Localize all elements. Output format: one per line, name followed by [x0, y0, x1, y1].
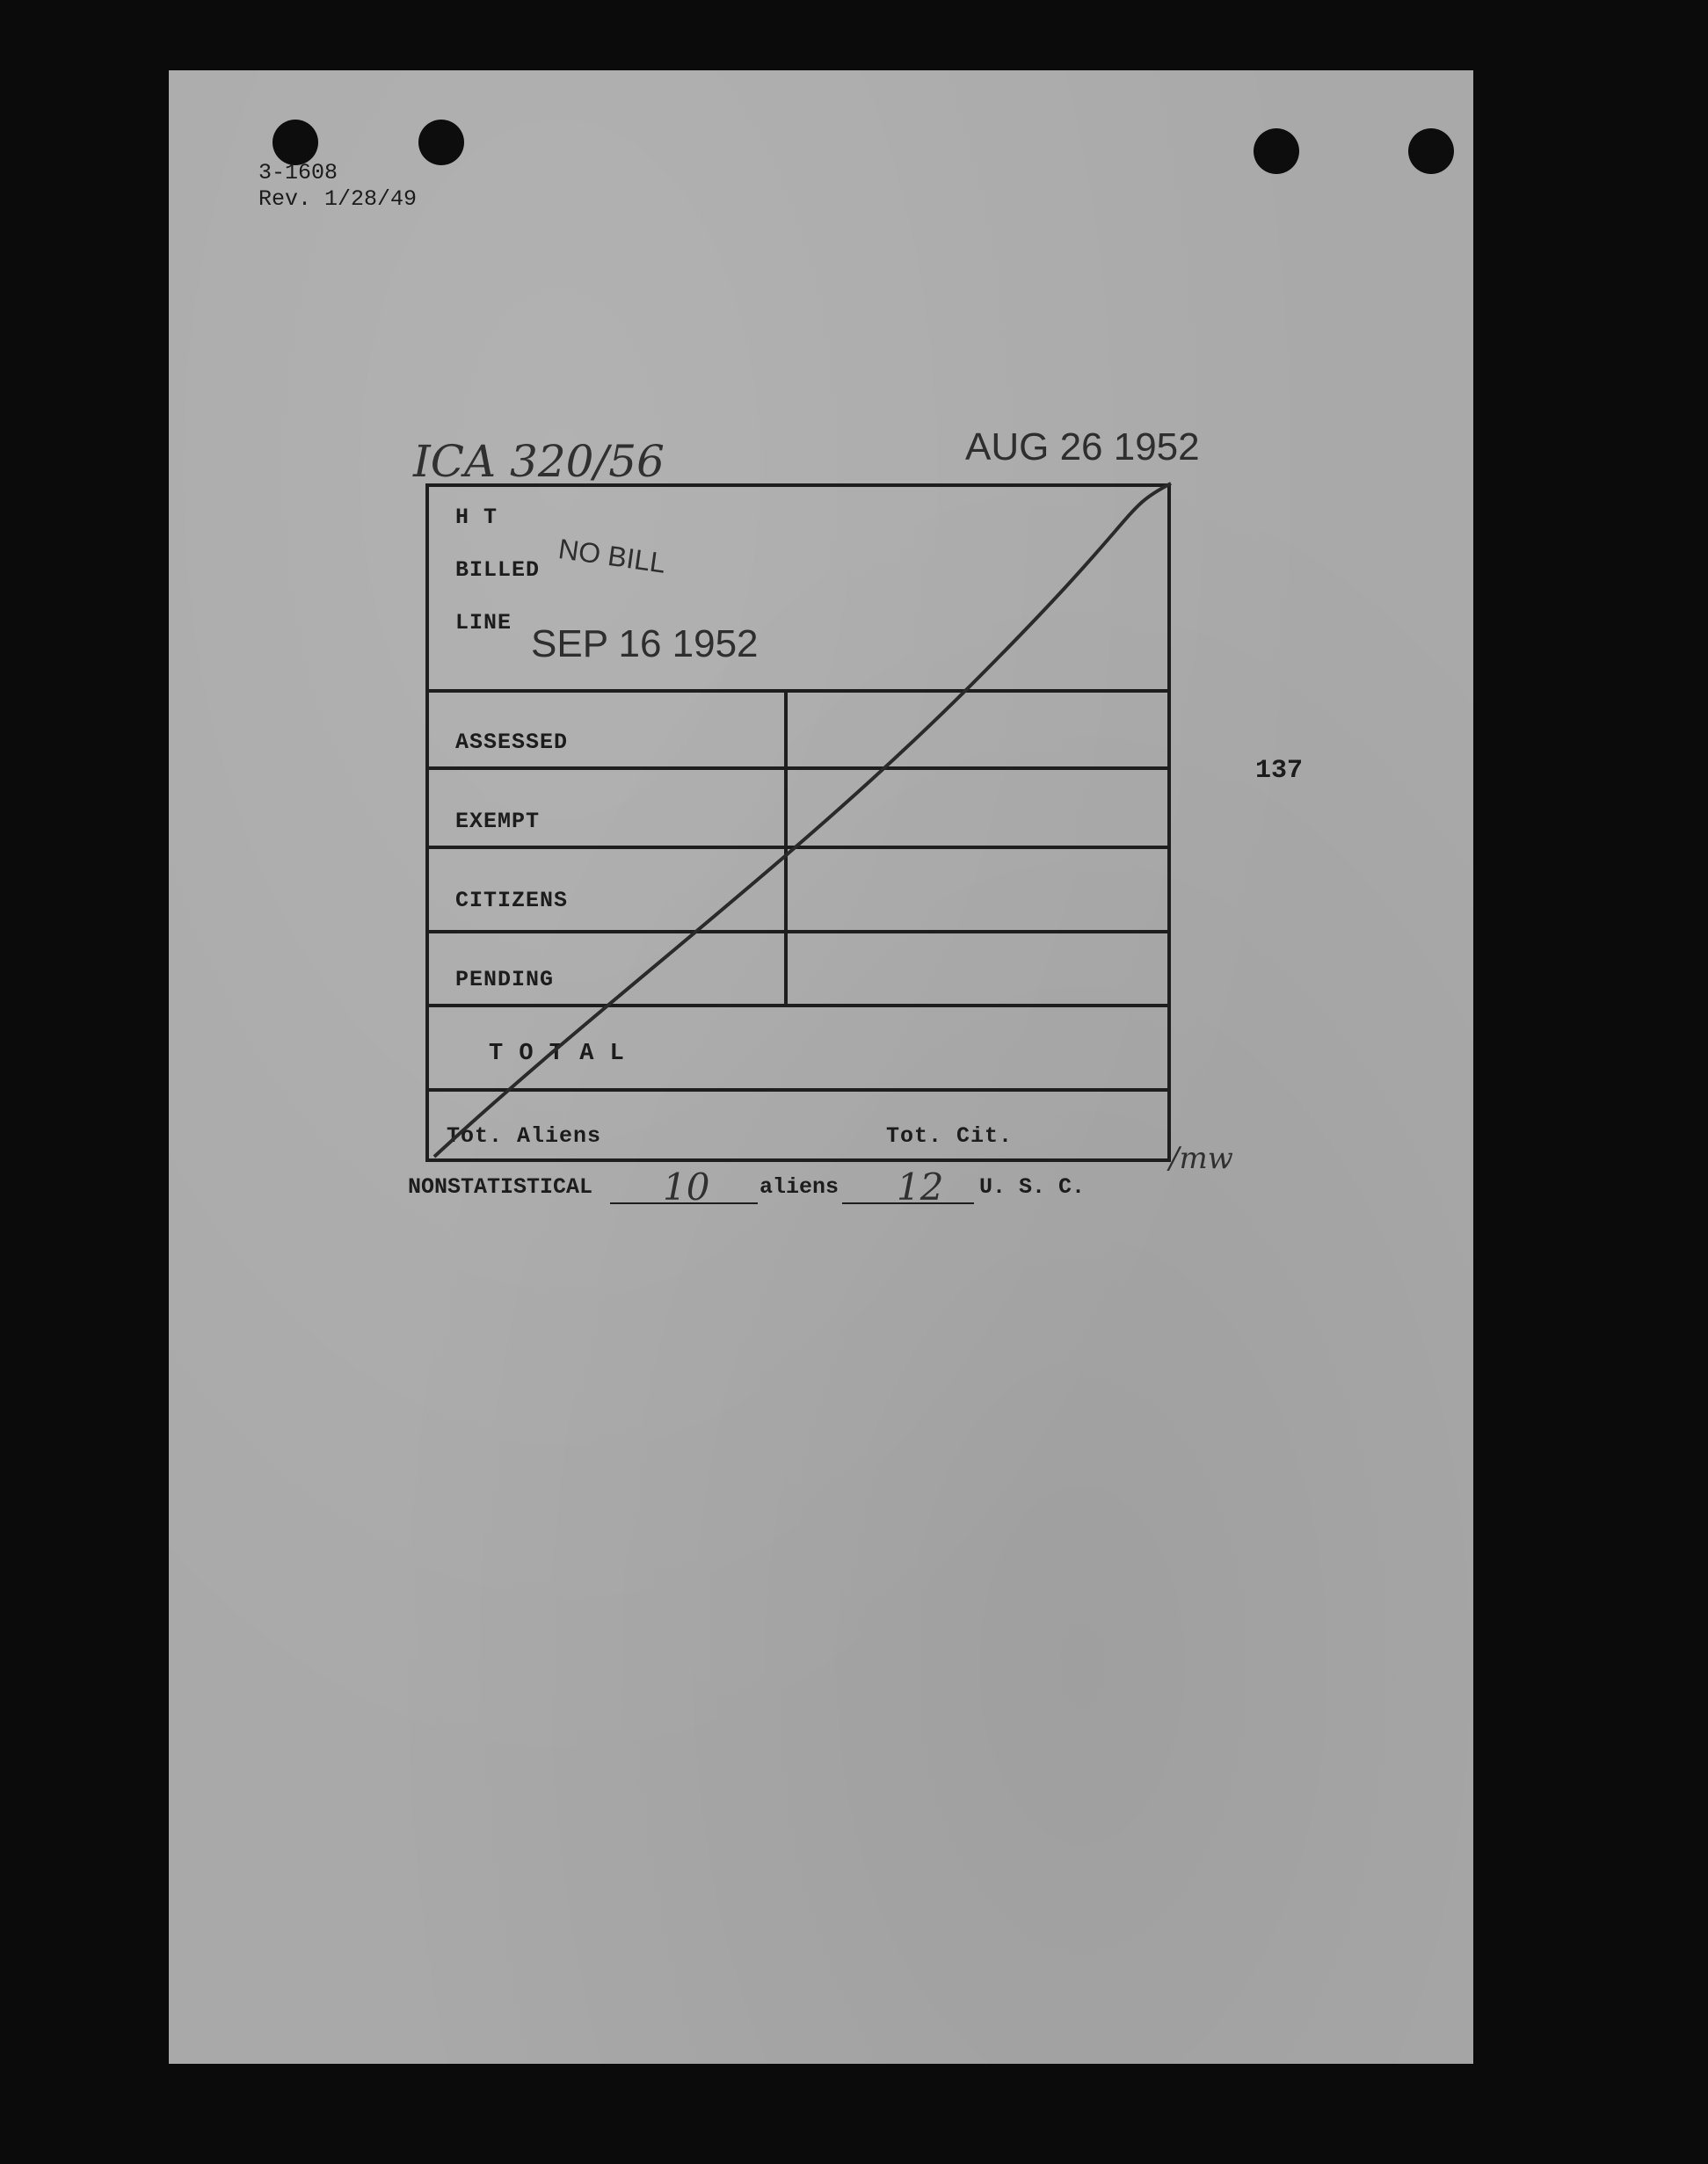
label-tot-cit: Tot. Cit.	[886, 1123, 1014, 1149]
nonstatistical-usc-label: U. S. C.	[979, 1174, 1086, 1200]
punch-hole-2	[418, 120, 464, 165]
handwritten-reference: ICA 320/56	[413, 436, 665, 487]
nonstatistical-usc-count: 12	[897, 1166, 944, 1209]
nonstatistical-aliens-count: 10	[663, 1166, 710, 1209]
label-pending: PENDING	[455, 967, 555, 992]
punch-hole-1	[273, 120, 318, 165]
record-table	[425, 483, 1171, 1162]
label-line: LINE	[455, 610, 512, 635]
initials: /mw	[1169, 1141, 1233, 1176]
form-number: 3-1608	[258, 160, 338, 185]
side-number: 137	[1255, 756, 1304, 786]
punch-hole-4	[1408, 128, 1454, 174]
no-bill-stamp: NO BILL	[556, 533, 668, 579]
nonstatistical-label: NONSTATISTICAL	[408, 1174, 593, 1200]
label-assessed: ASSESSED	[455, 730, 569, 755]
punch-hole-3	[1254, 128, 1299, 174]
label-ht: H T	[455, 505, 498, 530]
cancellation-strike-line	[425, 483, 1171, 1162]
label-tot-aliens: Tot. Aliens	[447, 1123, 602, 1149]
nonstatistical-aliens-label: aliens	[760, 1174, 839, 1200]
label-total: T O T A L	[489, 1041, 625, 1067]
label-billed: BILLED	[455, 557, 541, 583]
billed-date-stamp: SEP 16 1952	[531, 622, 759, 665]
received-date-stamp: AUG 26 1952	[965, 425, 1200, 468]
label-exempt: EXEMPT	[455, 809, 541, 834]
label-citizens: CITIZENS	[455, 888, 569, 913]
form-revision: Rev. 1/28/49	[258, 186, 418, 212]
